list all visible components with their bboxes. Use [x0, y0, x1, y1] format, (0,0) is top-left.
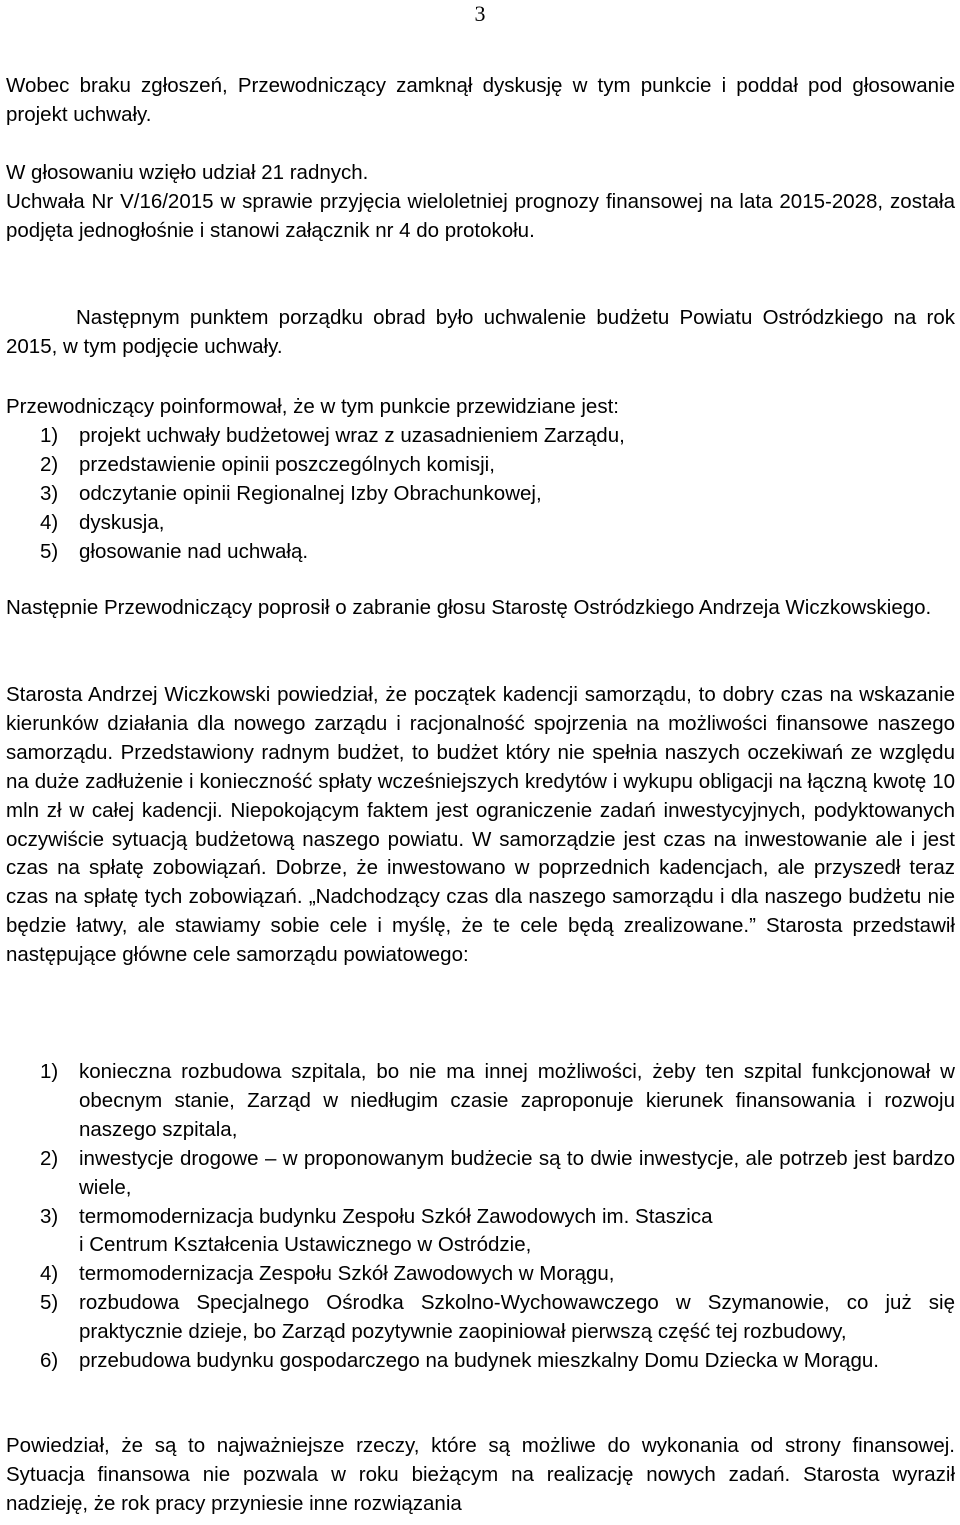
agenda-intro: Przewodniczący poinformował, że w tym punkcie przewidziane jest: [6, 395, 619, 418]
paragraph-next-agenda-point: Następnym punktem porządku obrad było uchwalenie budżetu Powiatu Ostródzkiego na rok 2015, w tym podjęcie uchwały. [6, 306, 955, 358]
list-item [6, 538, 955, 567]
list-text: przedstawienie opinii poszczególnych komisji, [79, 452, 495, 476]
list-text: głosowanie nad uchwałą. [79, 539, 309, 563]
list-text: termomodernizacja budynku Zespołu Szkół Zawodowych im. Staszica [79, 1204, 713, 1228]
list-item [6, 451, 955, 480]
paragraph-discussion-closed: Wobec braku zgłoszeń, Przewodniczący zamknął dyskusję w tym punkcie i poddał pod głosowanie projekt uchwały. [6, 74, 955, 126]
list-item [6, 1203, 955, 1261]
list-number: 5) [40, 539, 59, 563]
paragraph-starost-speech: Starosta Andrzej Wiczkowski powiedział, że początek kadencji samorządu, to dobry czas na wskazanie kierunków działania dla nowego zarządu i racjonalność spojrzenia na możliwości finansowe naszego samorządu. Przedstawiony radnym budżet, to budżet który nie spełnia naszych oczekiwań ze względu na duże zadłużenie i konieczność spłaty wcześniejszych kredytów i wykupu obligacji na łączną kwotę 10 mln zł w całej kadencji. Niepokojącym faktem jest ograniczenie zadań inwestycyjnych, podyktowanych oczywiście sytuacją budżetową naszego powiatu. W samorządzie jest czas na inwestowanie ale i jest czas na spłatę zobowiązań. Dobrze, że inwestowano w poprzednich kadencjach, ale przyszedł teraz czas na spłatę tych zobowiązań. „Nadchodzący czas dla naszego samorządu i dla naszego budżetu nie będzie łatwy, ale stawiamy sobie cele i myślę, że te cele będą zrealizowane.” Starosta przedstawił następujące główne cele samorządu powiatowego: [6, 683, 955, 967]
list-item [6, 509, 955, 538]
list-text: rozbudowa Specjalnego Ośrodka Szkolno-Wychowawczego w Szymanowie, co już się praktycznie dzieje, bo Zarząd pozytywnie zaopiniował pierwszą część tej rozbudowy, [79, 1291, 955, 1344]
list-text: odczytanie opinii Regionalnej Izby Obrachunkowej, [79, 481, 542, 505]
list-item [6, 1289, 955, 1347]
list-number: 6) [40, 1349, 59, 1373]
list-item [6, 1347, 955, 1376]
list-number: 4) [40, 1262, 59, 1286]
paragraph-vote-result [6, 159, 955, 246]
list-text: projekt uchwały budżetowej wraz z uzasadnieniem Zarządu, [79, 424, 625, 447]
list-number: 1) [40, 424, 59, 447]
goals-list [6, 1058, 955, 1376]
vote-participants-line: W głosowaniu wzięło udział 21 radnych. [6, 161, 369, 184]
list-number: 4) [40, 510, 59, 534]
list-text: przebudowa budynku gospodarczego na budynek mieszkalny Domu Dziecka w Morągu. [79, 1349, 879, 1373]
list-text: inwestycje drogowe – w proponowanym budżecie są to dwie inwestycje, ale potrzeb jest bardzo wiele, [79, 1146, 955, 1199]
list-item [6, 1145, 955, 1203]
resolution-text: Uchwała Nr V/16/2015 w sprawie przyjęcia wieloletniej prognozy finansowej na lata 2015-2028, została podjęta jednogłośnie i stanowi załącznik nr 4 do protokołu. [6, 189, 955, 242]
paragraph-closing-remarks: Powiedział, że są to najważniejsze rzeczy, które są możliwe do wykonania od strony finansowej. Sytuacja finansowa nie pozwala w roku bieżącym na realizację nowych zadań. Starosta wyraził nadzieję, że rok pracy przyniesie inne rozwiązania [6, 1434, 955, 1515]
list-number: 5) [40, 1291, 59, 1315]
list-item [6, 422, 955, 451]
list-text: termomodernizacja Zespołu Szkół Zawodowych w Morągu, [79, 1262, 615, 1286]
list-item [6, 1260, 955, 1289]
page-number: 3 [474, 1, 486, 26]
paragraph-starost-invited: Następnie Przewodniczący poprosił o zabranie głosu Starostę Ostródzkiego Andrzeja Wiczkowskiego. [6, 596, 932, 619]
list-number: 2) [40, 452, 59, 476]
list-text-continuation: i Centrum Kształcenia Ustawicznego w Ostródzie, [79, 1233, 532, 1257]
list-number: 3) [40, 1204, 59, 1228]
list-text: konieczna rozbudowa szpitala, bo nie ma innej możliwości, żeby ten szpital funkcjonował w obecnym stanie, Zarząd w niedługim czasie zaproponuje kierunek finansowania i rozwoju naszego szpitala, [79, 1060, 955, 1141]
list-number: 1) [40, 1060, 59, 1083]
agenda-list [6, 422, 955, 567]
list-item [6, 480, 955, 509]
list-number: 2) [40, 1146, 59, 1170]
list-text: dyskusja, [79, 510, 165, 534]
list-number: 3) [40, 481, 59, 505]
list-item [6, 1058, 955, 1145]
